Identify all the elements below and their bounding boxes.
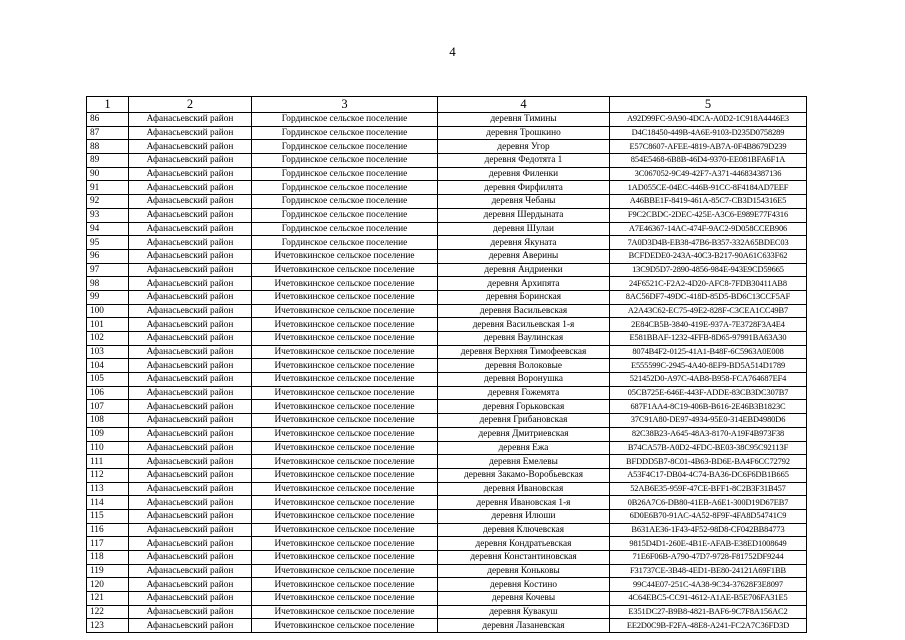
village-cell: деревня Ежа [438,441,610,455]
district-cell: Афанасьевский район [129,619,252,633]
settlement-cell: Гординское сельское поселение [252,167,438,181]
row-number-cell: 92 [87,195,129,209]
table-row [87,167,807,181]
settlement-cell: Ичетовкинское сельское поселение [252,345,438,359]
settlement-cell: Ичетовкинское сельское поселение [252,400,438,414]
district-cell: Афанасьевский район [129,126,252,140]
settlement-cell: Ичетовкинское сельское поселение [252,318,438,332]
table-row [87,290,807,304]
row-number-cell: 101 [87,318,129,332]
district-cell: Афанасьевский район [129,277,252,291]
row-number-cell: 91 [87,181,129,195]
guid-code-cell: 9815D4D1-260E-4B1E-AFAB-E38ED1008649 [610,537,807,551]
district-cell: Афанасьевский район [129,113,252,127]
district-cell: Афанасьевский район [129,154,252,168]
row-number-cell: 102 [87,332,129,346]
table-row [87,181,807,195]
district-cell: Афанасьевский район [129,195,252,209]
table-row [87,236,807,250]
district-cell: Афанасьевский район [129,304,252,318]
village-cell: деревня Илюши [438,509,610,523]
row-number-cell: 123 [87,619,129,633]
village-cell: деревня Фирфилята [438,181,610,195]
table-row [87,592,807,606]
guid-code-cell: 52AB6E35-959F-47CE-BFF1-8C2B3F31B457 [610,482,807,496]
district-cell: Афанасьевский район [129,414,252,428]
table-row [87,277,807,291]
row-number-cell: 107 [87,400,129,414]
page-number: 4 [449,44,456,59]
table-row [87,482,807,496]
settlement-cell: Ичетовкинское сельское поселение [252,263,438,277]
table-row [87,263,807,277]
row-number-cell: 111 [87,455,129,469]
district-cell: Афанасьевский район [129,167,252,181]
table-row [87,619,807,633]
row-number-cell: 119 [87,564,129,578]
table-body [87,97,807,633]
village-cell: деревня Ивановская [438,482,610,496]
village-cell: деревня Константиновская [438,551,610,565]
settlement-cell: Гординское сельское поселение [252,113,438,127]
village-cell: деревня Угор [438,140,610,154]
settlement-cell: Гординское сельское поселение [252,236,438,250]
table-row [87,496,807,510]
guid-code-cell: 687F1AA4-8C19-406B-B616-2E46B3B1823C [610,400,807,414]
guid-code-cell: 71E6F06B-A790-47D7-9728-F81752DF9244 [610,551,807,565]
row-number-cell: 96 [87,249,129,263]
row-number-cell: 108 [87,414,129,428]
settlement-cell: Гординское сельское поселение [252,181,438,195]
row-number-cell: 113 [87,482,129,496]
guid-code-cell: 0B26A7C6-DB80-41EB-A6E1-300D19D67EB7 [610,496,807,510]
row-number-cell: 116 [87,523,129,537]
district-cell: Афанасьевский район [129,482,252,496]
row-number-cell: 89 [87,154,129,168]
district-cell: Афанасьевский район [129,537,252,551]
table-row [87,468,807,482]
row-number-cell: 95 [87,236,129,250]
district-cell: Афанасьевский район [129,564,252,578]
settlement-cell: Ичетовкинское сельское поселение [252,564,438,578]
table-row [87,126,807,140]
district-cell: Афанасьевский район [129,208,252,222]
district-cell: Афанасьевский район [129,332,252,346]
district-cell: Афанасьевский район [129,236,252,250]
row-number-cell: 109 [87,427,129,441]
row-number-cell: 88 [87,140,129,154]
village-cell: деревня Шердыната [438,208,610,222]
table-row [87,332,807,346]
table-row [87,154,807,168]
village-cell: деревня Васильевская 1-я [438,318,610,332]
settlement-cell: Ичетовкинское сельское поселение [252,455,438,469]
village-cell: деревня Шулаи [438,222,610,236]
district-cell: Афанасьевский район [129,290,252,304]
settlement-cell: Ичетовкинское сельское поселение [252,359,438,373]
table-row [87,359,807,373]
table-row [87,318,807,332]
settlement-cell: Ичетовкинское сельское поселение [252,304,438,318]
settlement-cell: Ичетовкинское сельское поселение [252,249,438,263]
table-row [87,304,807,318]
table-row [87,400,807,414]
row-number-cell: 115 [87,509,129,523]
table-row [87,345,807,359]
row-number-cell: 104 [87,359,129,373]
table-row [87,537,807,551]
settlement-cell: Ичетовкинское сельское поселение [252,605,438,619]
village-cell: деревня Аверины [438,249,610,263]
village-cell: деревня Федотята 1 [438,154,610,168]
guid-code-cell: A53F4C17-DB04-4C74-BA36-DC6F6DB1B665 [610,468,807,482]
row-number-cell: 97 [87,263,129,277]
settlement-cell: Гординское сельское поселение [252,126,438,140]
table-row [87,551,807,565]
village-cell: деревня Волоковые [438,359,610,373]
village-cell: деревня Коньковы [438,564,610,578]
table-row [87,564,807,578]
settlement-cell: Гординское сельское поселение [252,222,438,236]
village-cell: деревня Кочевы [438,592,610,606]
village-cell: деревня Кувакуш [438,605,610,619]
village-cell: деревня Филенки [438,167,610,181]
row-number-cell: 87 [87,126,129,140]
district-cell: Афанасьевский район [129,359,252,373]
settlement-cell: Ичетовкинское сельское поселение [252,537,438,551]
table-row [87,386,807,400]
guid-code-cell: 82C38B23-A645-48A3-8170-A19F4B973F38 [610,427,807,441]
village-cell: деревня Тимины [438,113,610,127]
settlement-cell: Ичетовкинское сельское поселение [252,482,438,496]
guid-code-cell: E351DC27-B9B8-4821-BAF6-9C7F8A156AC2 [610,605,807,619]
guid-code-cell: D4C18450-449B-4A6E-9103-D235D0758289 [610,126,807,140]
column-header: 3 [252,97,438,113]
guid-code-cell: E581BBAF-1232-4FFB-8D65-97991BA63A30 [610,332,807,346]
table-header-row [87,97,807,113]
village-cell: деревня Емелевы [438,455,610,469]
guid-code-cell: 521452D0-A97C-4AB8-B958-FCA764687EF4 [610,373,807,387]
guid-code-cell: 854E5468-6B8B-46D4-9370-EE081BFA6F1A [610,154,807,168]
settlement-cell: Гординское сельское поселение [252,140,438,154]
column-header: 4 [438,97,610,113]
table-row [87,113,807,127]
table-row [87,578,807,592]
village-cell: деревня Грибановская [438,414,610,428]
district-cell: Афанасьевский район [129,605,252,619]
settlement-cell: Гординское сельское поселение [252,154,438,168]
row-number-cell: 98 [87,277,129,291]
district-cell: Афанасьевский район [129,468,252,482]
guid-code-cell: 7A0D3D4B-EB38-47B6-B357-332A65BDEC03 [610,236,807,250]
guid-code-cell: 1AD055CE-04EC-446B-91CC-8F4184AD7EEF [610,181,807,195]
district-cell: Афанасьевский район [129,523,252,537]
settlement-cell: Ичетовкинское сельское поселение [252,386,438,400]
village-cell: деревня Костино [438,578,610,592]
settlements-table [86,96,807,633]
row-number-cell: 99 [87,290,129,304]
village-cell: деревня Васильевская [438,304,610,318]
guid-code-cell: F31737CE-3B48-4ED1-BE80-24121A69F1BB [610,564,807,578]
table-row [87,249,807,263]
district-cell: Афанасьевский район [129,140,252,154]
row-number-cell: 121 [87,592,129,606]
guid-code-cell: 6D0E6B70-91AC-4A52-8F9F-4FA8D54741C9 [610,509,807,523]
district-cell: Афанасьевский район [129,509,252,523]
guid-code-cell: 8AC56DF7-49DC-418D-85D5-BD6C13CCF5AF [610,290,807,304]
guid-code-cell: 8074B4F2-0125-41A1-B48F-6C5963A0E008 [610,345,807,359]
guid-code-cell: F9C2CBDC-2DEC-425E-A3C6-E989E77F4316 [610,208,807,222]
village-cell: деревня Дмитриевская [438,427,610,441]
guid-code-cell: BCFDEDE0-243A-40C3-B217-90A61C633F62 [610,249,807,263]
settlement-cell: Гординское сельское поселение [252,195,438,209]
guid-code-cell: A92D99FC-9A90-4DCA-A0D2-1C918A4446E3 [610,113,807,127]
guid-code-cell: 37C91A80-DE97-4934-95E0-314EBD4980D6 [610,414,807,428]
village-cell: деревня Кондратьевская [438,537,610,551]
guid-code-cell: 4C64EBC5-CC91-4612-A1AE-B5E706FA31E5 [610,592,807,606]
village-cell: деревня Андриенки [438,263,610,277]
settlement-cell: Ичетовкинское сельское поселение [252,468,438,482]
column-header: 2 [129,97,252,113]
table-row [87,441,807,455]
settlement-cell: Ичетовкинское сельское поселение [252,551,438,565]
guid-code-cell: B631AE36-1F43-4F52-98D8-CF042BB84773 [610,523,807,537]
column-header: 1 [87,97,129,113]
guid-code-cell: E555599C-2945-4A40-8EF9-BD5A514D1789 [610,359,807,373]
guid-code-cell: 05CB725E-646E-443F-ADDE-83CB3DC307B7 [610,386,807,400]
district-cell: Афанасьевский район [129,441,252,455]
row-number-cell: 120 [87,578,129,592]
row-number-cell: 94 [87,222,129,236]
settlement-cell: Гординское сельское поселение [252,208,438,222]
district-cell: Афанасьевский район [129,592,252,606]
table-row [87,222,807,236]
settlement-cell: Ичетовкинское сельское поселение [252,441,438,455]
row-number-cell: 106 [87,386,129,400]
settlement-cell: Ичетовкинское сельское поселение [252,427,438,441]
village-cell: деревня Лазаневская [438,619,610,633]
village-cell: деревня Воронушка [438,373,610,387]
district-cell: Афанасьевский район [129,345,252,359]
guid-code-cell: 24F6521C-F2A2-4D20-AFC8-7FDB30411AB8 [610,277,807,291]
row-number-cell: 114 [87,496,129,510]
row-number-cell: 112 [87,468,129,482]
settlement-cell: Ичетовкинское сельское поселение [252,414,438,428]
settlement-cell: Ичетовкинское сельское поселение [252,619,438,633]
table-row [87,414,807,428]
guid-code-cell: EE2D0C9B-F2FA-48E8-A241-FC2A7C36FD3D [610,619,807,633]
settlement-cell: Ичетовкинское сельское поселение [252,496,438,510]
district-cell: Афанасьевский район [129,249,252,263]
guid-code-cell: A7E46367-14AC-474F-9AC2-9D058CCEB906 [610,222,807,236]
table-row [87,523,807,537]
district-cell: Афанасьевский район [129,263,252,277]
village-cell: деревня Гожемята [438,386,610,400]
guid-code-cell: 13C9D5D7-2890-4856-984E-943E9CD59665 [610,263,807,277]
village-cell: деревня Архипята [438,277,610,291]
settlement-cell: Ичетовкинское сельское поселение [252,578,438,592]
settlement-cell: Ичетовкинское сельское поселение [252,523,438,537]
district-cell: Афанасьевский район [129,181,252,195]
table-row [87,373,807,387]
guid-code-cell: BFDDD5B7-8C01-4B63-BD6E-BA4F6CC72792 [610,455,807,469]
row-number-cell: 86 [87,113,129,127]
row-number-cell: 103 [87,345,129,359]
settlement-cell: Ичетовкинское сельское поселение [252,592,438,606]
row-number-cell: 105 [87,373,129,387]
guid-code-cell: 3C067052-9C49-42F7-A371-446834387136 [610,167,807,181]
district-cell: Афанасьевский район [129,578,252,592]
district-cell: Афанасьевский район [129,427,252,441]
village-cell: деревня Ивановская 1-я [438,496,610,510]
table-row [87,195,807,209]
row-number-cell: 122 [87,605,129,619]
guid-code-cell: A2A43C62-EC75-49E2-828F-C3CEA1CC49B7 [610,304,807,318]
guid-code-cell: E57C8607-AFEE-4819-AB7A-0F4B8679D239 [610,140,807,154]
village-cell: деревня Горьковская [438,400,610,414]
table-row [87,455,807,469]
row-number-cell: 90 [87,167,129,181]
table-row [87,208,807,222]
village-cell: деревня Боринская [438,290,610,304]
row-number-cell: 93 [87,208,129,222]
table-row [87,427,807,441]
district-cell: Афанасьевский район [129,318,252,332]
column-header: 5 [610,97,807,113]
guid-code-cell: 99C44E07-251C-4A38-9C34-37628F3E8097 [610,578,807,592]
guid-code-cell: A46BBE1F-8419-461A-85C7-CB3D154316E5 [610,195,807,209]
table-row [87,140,807,154]
district-cell: Афанасьевский район [129,373,252,387]
village-cell: деревня Ваулинская [438,332,610,346]
settlement-cell: Ичетовкинское сельское поселение [252,332,438,346]
village-cell: деревня Чебаны [438,195,610,209]
village-cell: деревня Трошкино [438,126,610,140]
district-cell: Афанасьевский район [129,400,252,414]
row-number-cell: 118 [87,551,129,565]
guid-code-cell: 2E84CB5B-3840-419E-937A-7E3728F3A4E4 [610,318,807,332]
settlement-cell: Ичетовкинское сельское поселение [252,509,438,523]
village-cell: деревня Закамо-Воробьевская [438,468,610,482]
district-cell: Афанасьевский район [129,455,252,469]
settlement-cell: Ичетовкинское сельское поселение [252,290,438,304]
village-cell: деревня Ключевская [438,523,610,537]
district-cell: Афанасьевский район [129,496,252,510]
district-cell: Афанасьевский район [129,386,252,400]
settlement-cell: Ичетовкинское сельское поселение [252,277,438,291]
table-row [87,509,807,523]
table-row [87,605,807,619]
village-cell: деревня Якуната [438,236,610,250]
row-number-cell: 117 [87,537,129,551]
village-cell: деревня Верхняя Тимофеевская [438,345,610,359]
guid-code-cell: B74CA57B-A0D2-4FDC-BE03-38C95C92113F [610,441,807,455]
row-number-cell: 100 [87,304,129,318]
settlement-cell: Ичетовкинское сельское поселение [252,373,438,387]
district-cell: Афанасьевский район [129,551,252,565]
district-cell: Афанасьевский район [129,222,252,236]
row-number-cell: 110 [87,441,129,455]
